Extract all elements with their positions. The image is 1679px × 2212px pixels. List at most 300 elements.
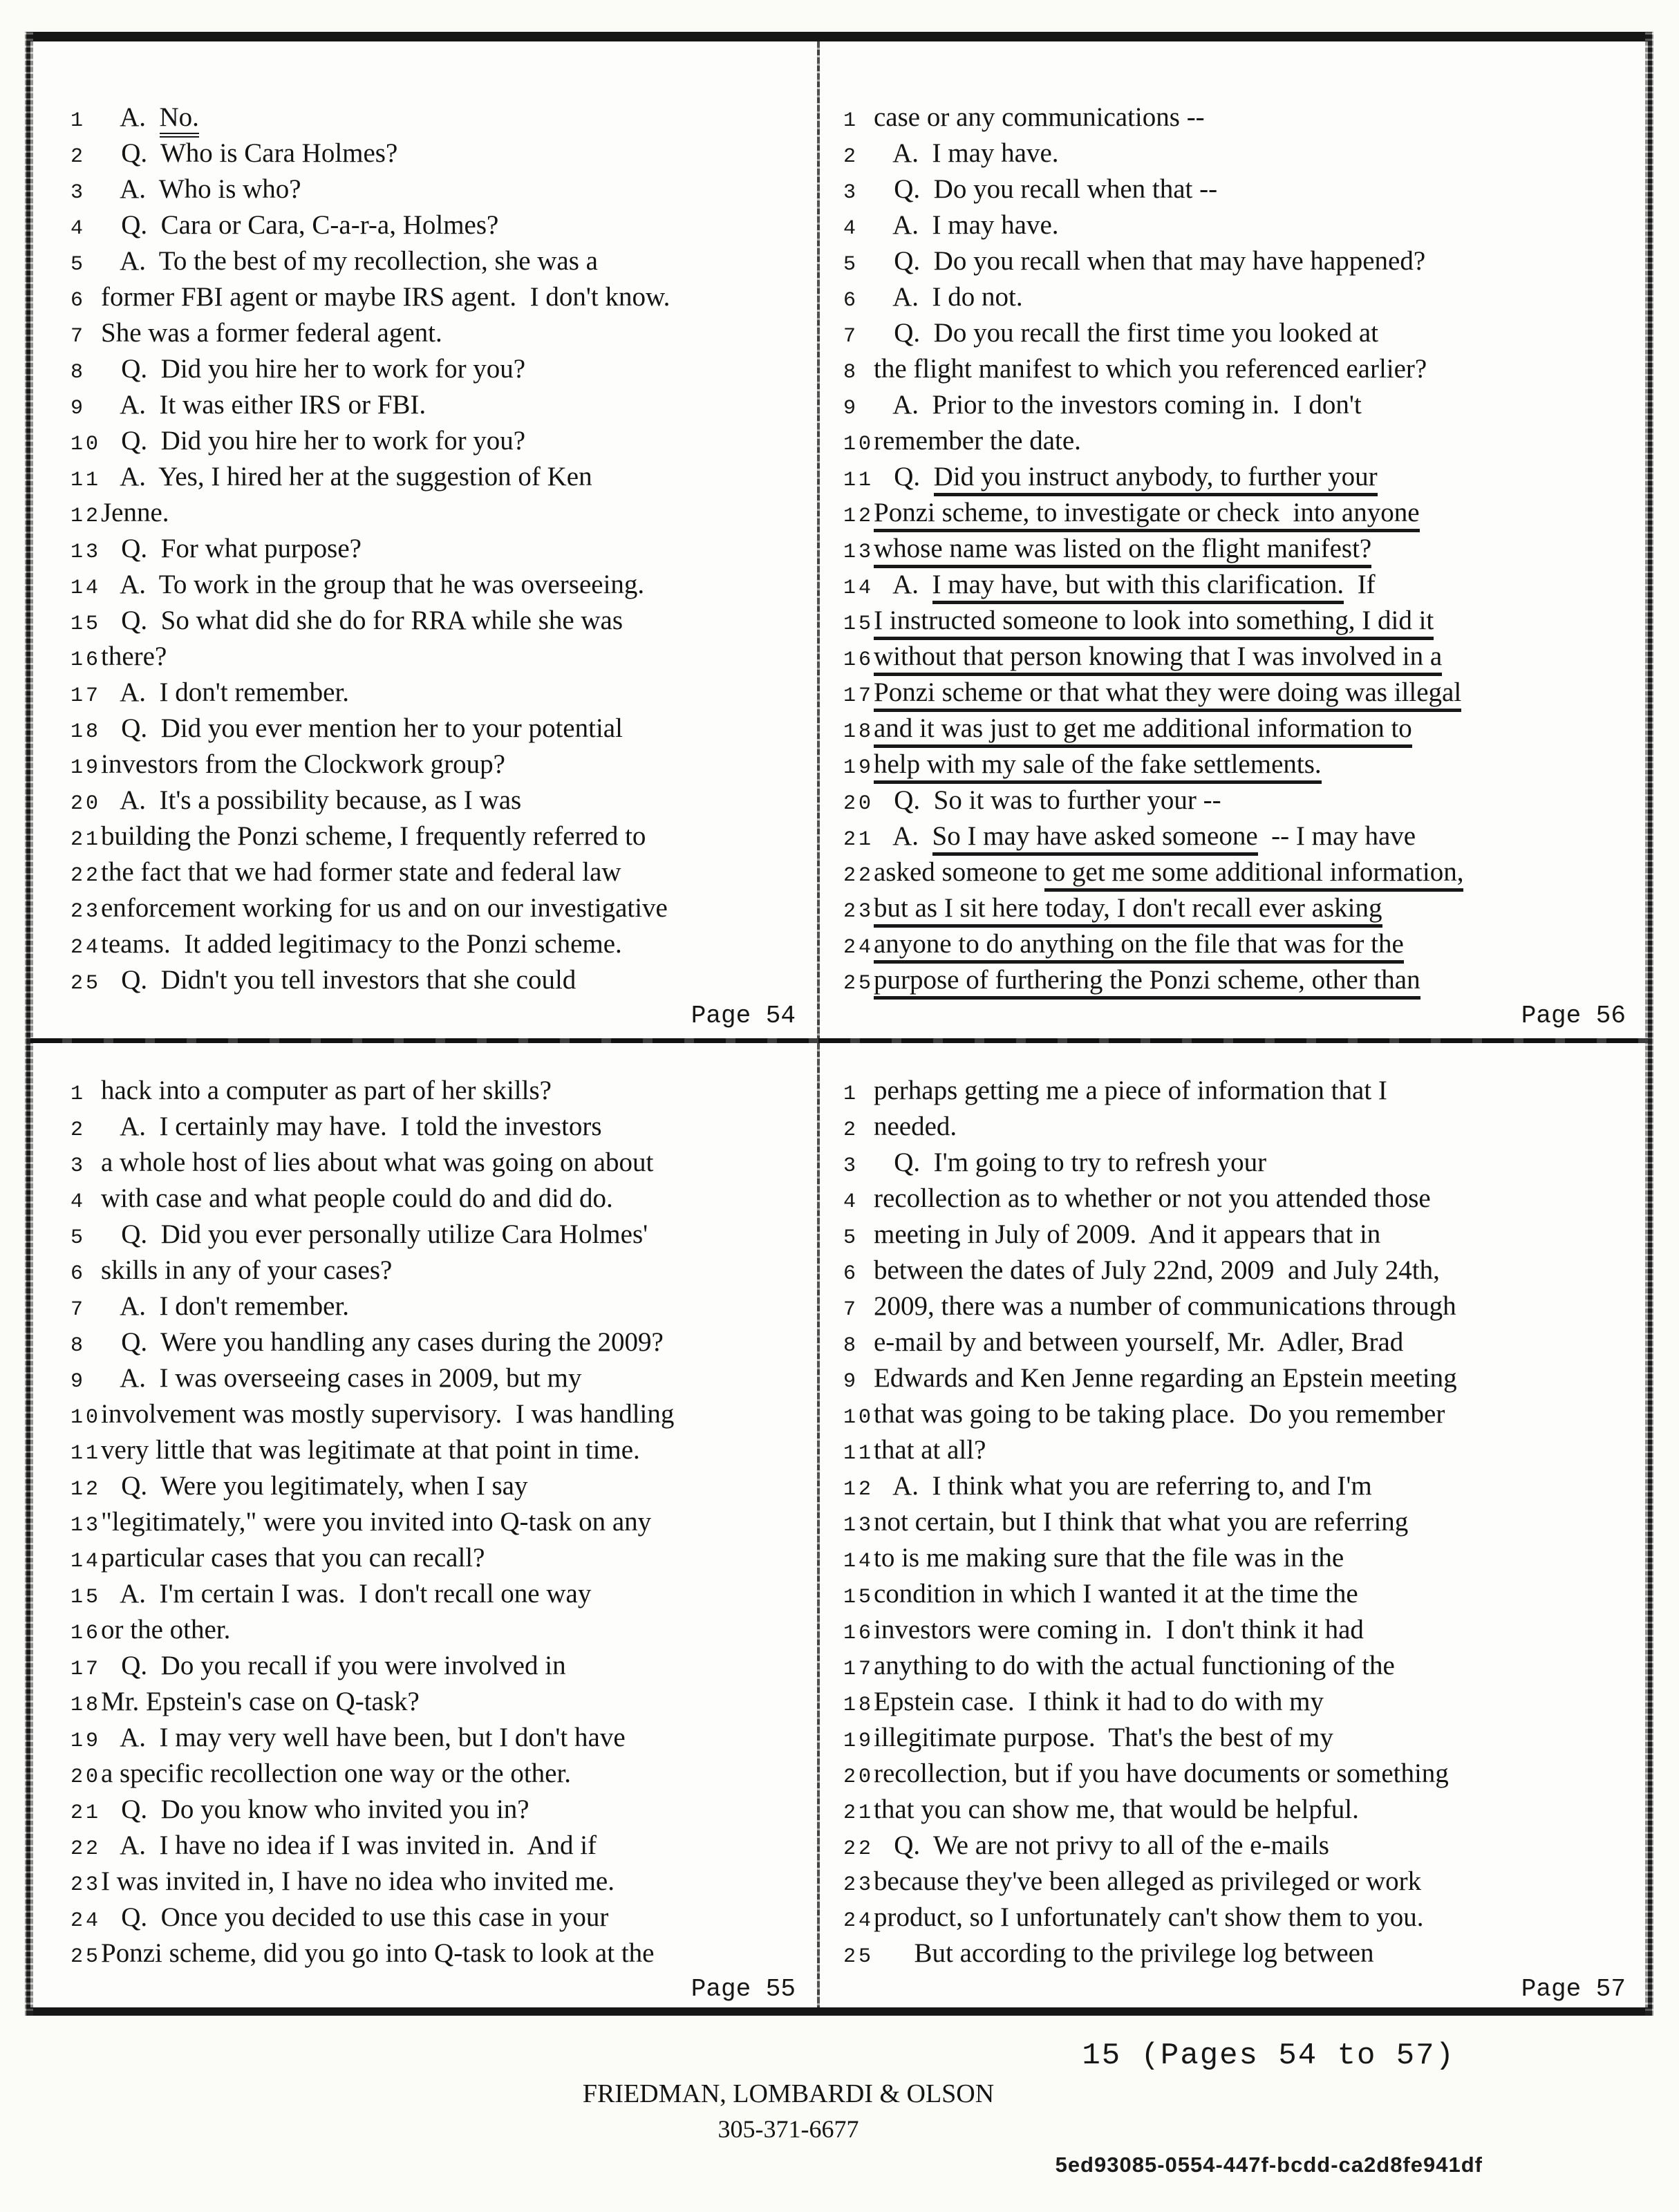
line-text [874, 1828, 1329, 1864]
document-id: 5ed93085-0554-447f-bcdd-ca2d8fe941df [1055, 2153, 1483, 2177]
transcript-line [843, 603, 1644, 639]
transcript-line [71, 1936, 814, 1971]
text-segment: remember the date. [874, 426, 1081, 456]
underlined-text: Ponzi scheme, to investigate or check into anyone [874, 498, 1420, 532]
underlined-text: but as I sit here today, I don't recall ever asking [874, 893, 1382, 928]
line-number: 1 [843, 1082, 859, 1106]
line-text [101, 1720, 626, 1756]
line-text [874, 423, 1081, 459]
line-text [101, 135, 397, 171]
transcript-line [843, 1900, 1644, 1936]
line-number: 7 [843, 1298, 859, 1322]
line-number: 25 [843, 1945, 874, 1969]
line-number: 19 [843, 756, 874, 780]
text-segment: with case and what people could do and did do. [101, 1183, 613, 1213]
transcript-line [843, 639, 1644, 675]
text-segment: A. I certainly may have. I told the investors [101, 1112, 602, 1141]
transcript-line [843, 926, 1644, 962]
text-segment: a whole host of lies about what was going on about [101, 1147, 654, 1177]
line-text [874, 315, 1378, 351]
text-segment: A. It was either IRS or FBI. [101, 390, 426, 420]
line-text [874, 567, 1376, 603]
line-text [101, 1576, 591, 1612]
text-segment: the fact that we had former state and federal law [101, 857, 621, 887]
text-segment: Ponzi scheme, did you go into Q-task to look at the [101, 1938, 655, 1968]
line-text [874, 1540, 1344, 1576]
line-text [101, 243, 598, 279]
line-text [101, 1145, 653, 1181]
text-segment: skills in any of your cases? [101, 1255, 393, 1285]
line-text [101, 1432, 640, 1468]
text-segment: particular cases that you can recall? [101, 1543, 485, 1573]
transcript-line [843, 423, 1644, 459]
line-text [101, 1109, 602, 1145]
line-number: 17 [71, 1658, 102, 1681]
line-text [874, 1504, 1408, 1540]
underlined-text: whose name was listed on the flight manifest? [874, 534, 1371, 568]
transcript-line [71, 818, 814, 854]
transcript-line [843, 1109, 1644, 1145]
line-text [101, 351, 525, 387]
line-number: 8 [843, 361, 859, 384]
transcript-line [71, 747, 814, 782]
line-number: 18 [71, 720, 102, 744]
transcript-line [71, 567, 814, 603]
transcript-line [843, 171, 1644, 207]
line-text [101, 1324, 664, 1360]
line-number: 6 [71, 1262, 86, 1286]
line-number: 12 [843, 505, 874, 528]
transcript-line [843, 1432, 1644, 1468]
transcript-line [71, 243, 814, 279]
line-text [874, 926, 1404, 962]
underlined-text: So I may have asked someone [932, 821, 1258, 856]
transcript-line [843, 1540, 1644, 1576]
text-segment: A. Yes, I hired her at the suggestion of Ken [101, 462, 592, 491]
line-text [101, 1073, 552, 1109]
line-text [101, 1828, 597, 1864]
transcript-line [71, 207, 814, 243]
line-text [101, 747, 505, 782]
line-text [874, 495, 1420, 531]
text-segment: recollection, but if you have documents or something [874, 1759, 1449, 1788]
transcript-line [71, 639, 814, 675]
line-number: 24 [71, 936, 102, 959]
line-text [874, 531, 1371, 567]
transcript-line [71, 1792, 814, 1828]
firm-phone: 305-371-6677 [717, 2115, 859, 2143]
line-text [101, 1396, 674, 1432]
underlined-text: purpose of furthering the Ponzi scheme, other than [874, 965, 1420, 1000]
transcript-line [843, 1612, 1644, 1648]
line-text [874, 711, 1412, 747]
line-text [101, 926, 622, 962]
line-text [874, 1684, 1324, 1720]
line-number: 4 [843, 1190, 859, 1214]
line-text [101, 962, 576, 998]
text-segment: A. I may have. [874, 210, 1059, 240]
text-segment: Q. Once you decided to use this case in your [101, 1902, 609, 1932]
text-segment: Q. Did you hire her to work for you? [101, 426, 526, 456]
transcript-line [843, 135, 1644, 171]
underlined-text: I may have, but with this clarification. [932, 570, 1344, 604]
text-segment: -- I may have [1257, 821, 1416, 851]
line-number: 15 [843, 612, 874, 636]
line-number: 24 [843, 1909, 874, 1933]
line-text [101, 279, 670, 315]
transcript-line [843, 1181, 1644, 1217]
line-text [101, 854, 621, 890]
text-segment: condition in which I wanted it at the time the [874, 1579, 1358, 1609]
line-text [874, 818, 1416, 854]
text-segment: A. I don't remember. [101, 1291, 350, 1321]
line-list [71, 1073, 814, 1971]
line-number: 3 [71, 1154, 86, 1178]
text-segment: Q. We are not privy to all of the e-mails [874, 1830, 1329, 1860]
transcript-line [843, 854, 1644, 890]
text-segment: Q. Did you ever personally utilize Cara Holmes' [101, 1219, 648, 1249]
transcript-line [843, 1720, 1644, 1756]
text-segment: Q. I'm going to try to refresh your [874, 1147, 1267, 1177]
text-segment: A. I may have. [874, 138, 1059, 168]
page-number-label: Page 55 [691, 1975, 796, 2003]
line-text [874, 962, 1420, 998]
line-number: 23 [71, 1873, 102, 1897]
line-number: 14 [71, 1550, 102, 1573]
line-number: 21 [843, 828, 874, 852]
line-number: 22 [843, 1837, 874, 1861]
transcript-line [71, 171, 814, 207]
line-number: 16 [71, 1622, 102, 1645]
underlined-text: and it was just to get me additional information to [874, 713, 1412, 748]
line-number: 23 [843, 900, 874, 924]
text-segment: anything to do with the actual functioning of the [874, 1651, 1395, 1680]
line-number: 5 [71, 253, 86, 276]
line-text [101, 100, 199, 135]
line-text [874, 135, 1059, 171]
court-reporter-firm: FRIEDMAN, LOMBARDI & OLSON [582, 2079, 995, 2108]
transcript-line [843, 818, 1644, 854]
text-segment: that was going to be taking place. Do you remember [874, 1399, 1445, 1429]
line-text [874, 387, 1362, 423]
transcript-line [843, 1288, 1644, 1324]
line-text [101, 1612, 230, 1648]
line-text [874, 782, 1221, 818]
line-number: 4 [71, 1190, 86, 1214]
transcript-line [843, 279, 1644, 315]
line-text [101, 1181, 613, 1217]
line-text [101, 1900, 608, 1936]
text-segment: Q. Do you recall when that -- [874, 174, 1218, 204]
line-number: 11 [843, 469, 874, 492]
line-text [874, 1612, 1364, 1648]
transcript-line [71, 387, 814, 423]
line-text [874, 1720, 1333, 1756]
transcript-line [71, 1756, 814, 1792]
text-segment: or the other. [101, 1615, 231, 1644]
line-text [874, 1181, 1431, 1217]
line-number: 16 [71, 648, 102, 672]
text-segment: Q. So what did she do for RRA while she was [101, 606, 623, 635]
line-number: 9 [71, 397, 86, 420]
text-segment: Q. Do you recall when that may have happened? [874, 246, 1426, 276]
text-segment: former FBI agent or maybe IRS agent. I don't know. [101, 282, 670, 312]
line-text [874, 171, 1217, 207]
line-text [874, 1253, 1440, 1288]
line-text [101, 423, 525, 459]
transcript-line [843, 890, 1644, 926]
line-text [101, 782, 521, 818]
line-number: 7 [843, 325, 859, 348]
page-number-label: Page 54 [691, 1002, 796, 1030]
transcript-line [71, 854, 814, 890]
line-text [874, 459, 1378, 495]
transcript-line [71, 279, 814, 315]
line-text [101, 387, 426, 423]
line-text [101, 1756, 571, 1792]
line-number: 19 [843, 1730, 874, 1753]
line-number: 17 [843, 1658, 874, 1681]
text-segment: 2009, there was a number of communications through [874, 1291, 1456, 1321]
line-text [874, 639, 1442, 675]
line-number: 6 [843, 289, 859, 312]
line-number: 25 [843, 972, 874, 995]
line-number: 11 [71, 1442, 102, 1465]
transcript-line [843, 1073, 1644, 1109]
transcript-line [71, 1468, 814, 1504]
line-text [874, 1468, 1372, 1504]
line-number: 14 [843, 1550, 874, 1573]
line-number: 2 [71, 1118, 86, 1142]
transcript-line [843, 315, 1644, 351]
line-number: 9 [843, 1370, 859, 1394]
line-text [101, 1540, 485, 1576]
line-number: 13 [71, 1514, 102, 1537]
line-text [874, 1864, 1421, 1900]
text-segment: A. I think what you are referring to, and I'm [874, 1471, 1372, 1501]
text-segment: Q. Did you ever mention her to your potential [101, 713, 623, 743]
transcript-line [71, 1253, 814, 1288]
line-number: 22 [843, 864, 874, 888]
text-segment: needed. [874, 1112, 957, 1141]
text-segment: "legitimately," were you invited into Q-task on any [101, 1507, 652, 1537]
line-number: 4 [71, 217, 86, 241]
line-text [101, 315, 442, 351]
transcript-line [71, 1864, 814, 1900]
transcript-line [71, 1540, 814, 1576]
line-text [874, 1648, 1395, 1684]
line-number: 19 [71, 756, 102, 780]
text-segment: A. To the best of my recollection, she was a [101, 246, 598, 276]
transcript-line [71, 1900, 814, 1936]
transcript-line [71, 1432, 814, 1468]
text-segment: between the dates of July 22nd, 2009 and July 24th, [874, 1255, 1440, 1285]
line-text [101, 639, 167, 675]
text-segment: perhaps getting me a piece of information that I [874, 1076, 1387, 1105]
line-number: 1 [843, 109, 859, 133]
line-text [101, 1684, 420, 1720]
transcript-line [843, 567, 1644, 603]
line-number: 23 [71, 900, 102, 924]
text-segment: recollection as to whether or not you attended those [874, 1183, 1431, 1213]
line-number: 25 [71, 972, 102, 995]
text-segment: Q. Do you recall the first time you looked at [874, 318, 1378, 348]
line-number: 3 [71, 181, 86, 205]
line-number: 16 [843, 1622, 874, 1645]
transcript-line [71, 1145, 814, 1181]
transcript-quadrant-page-55 [71, 1073, 814, 2005]
line-text [874, 603, 1434, 639]
underlined-text: Did you instruct anybody, to further your [934, 462, 1378, 496]
text-segment: A. I do not. [874, 282, 1023, 312]
text-segment: that you can show me, that would be helpful. [874, 1794, 1359, 1824]
line-text [874, 890, 1382, 926]
text-segment: I was invited in, I have no idea who invited me. [101, 1866, 615, 1896]
line-text [874, 1145, 1266, 1181]
transcript-line [71, 1684, 814, 1720]
text-segment: product, so I unfortunately can't show them to you. [874, 1902, 1424, 1932]
line-number: 9 [71, 1370, 86, 1394]
line-text [874, 207, 1059, 243]
text-segment: Mr. Epstein's case on Q-task? [101, 1687, 420, 1716]
line-number: 5 [71, 1226, 86, 1250]
transcript-line [843, 747, 1644, 782]
line-text [874, 1432, 986, 1468]
line-text [101, 171, 301, 207]
transcript-line [71, 1504, 814, 1540]
underlined-text: anyone to do anything on the file that was for the [874, 929, 1404, 964]
transcript-line [71, 1612, 814, 1648]
line-text [101, 1468, 527, 1504]
text-segment: hack into a computer as part of her skills? [101, 1076, 552, 1105]
transcript-quadrant-page-54 [71, 100, 814, 1031]
transcript-line [843, 1396, 1644, 1432]
line-text [101, 1504, 651, 1540]
line-number: 2 [71, 145, 86, 169]
transcript-line [71, 1073, 814, 1109]
text-segment: A. To work in the group that he was overseeing. [101, 570, 645, 599]
text-segment: Epstein case. I think it had to do with my [874, 1687, 1324, 1716]
line-number: 12 [843, 1478, 874, 1501]
line-number: 21 [71, 1801, 102, 1825]
text-segment: Q. Do you know who invited you in? [101, 1794, 529, 1824]
text-segment: A. [874, 570, 932, 599]
underlined-text: Ponzi scheme or that what they were doing was illegal [874, 677, 1461, 712]
line-number: 25 [71, 1945, 102, 1969]
transcript-line [71, 782, 814, 818]
text-segment: A. I was overseeing cases in 2009, but my [101, 1363, 582, 1393]
column-divider [817, 41, 820, 2007]
line-number: 10 [71, 433, 102, 456]
line-number: 2 [843, 1118, 859, 1142]
line-number: 13 [843, 1514, 874, 1537]
text-segment: Q. [874, 462, 934, 491]
transcript-line [71, 926, 814, 962]
line-text [874, 1073, 1387, 1109]
text-segment: Jenne. [101, 498, 169, 527]
line-text [101, 1360, 581, 1396]
line-number: 12 [71, 505, 102, 528]
underlined-text: I instructed someone to look into something, I did it [874, 606, 1434, 640]
line-text [101, 1936, 654, 1971]
line-text [874, 675, 1461, 711]
line-list [843, 100, 1644, 998]
line-number: 10 [843, 433, 874, 456]
line-number: 22 [71, 1837, 102, 1861]
line-text [101, 495, 169, 531]
line-text [874, 1396, 1445, 1432]
text-segment: Q. Who is Cara Holmes? [101, 138, 398, 168]
text-segment: because they've been alleged as privileged or work [874, 1866, 1422, 1896]
line-number: 24 [71, 1909, 102, 1933]
line-number: 7 [71, 325, 86, 348]
text-segment: Q. Didn't you tell investors that she could [101, 965, 576, 995]
transcript-line [71, 1109, 814, 1145]
line-text [874, 1324, 1403, 1360]
line-number: 20 [843, 1765, 874, 1789]
text-segment: Edwards and Ken Jenne regarding an Epstein meeting [874, 1363, 1457, 1393]
text-segment: A. [101, 102, 160, 132]
transcript-line [843, 243, 1644, 279]
line-number: 10 [71, 1406, 102, 1430]
line-text [874, 279, 1023, 315]
line-text [874, 747, 1322, 782]
text-segment: If [1344, 570, 1376, 599]
text-segment: investors were coming in. I don't think it had [874, 1615, 1364, 1644]
transcript-line [843, 100, 1644, 135]
line-text [874, 1109, 957, 1145]
text-segment: teams. It added legitimacy to the Ponzi scheme. [101, 929, 622, 959]
line-number: 20 [71, 792, 102, 816]
text-segment: case or any communications -- [874, 102, 1205, 132]
line-number: 18 [843, 1694, 874, 1717]
transcript-line [843, 1828, 1644, 1864]
line-number: 14 [843, 577, 874, 600]
sheet-page-summary: 15 (Pages 54 to 57) [1082, 2038, 1455, 2073]
transcript-line [71, 351, 814, 387]
transcript-line [71, 459, 814, 495]
line-text [101, 1253, 392, 1288]
line-number: 15 [71, 1586, 102, 1609]
transcript-line [843, 387, 1644, 423]
line-text [101, 207, 498, 243]
transcript-line [71, 1576, 814, 1612]
line-number: 8 [71, 361, 86, 384]
line-list [71, 100, 814, 998]
line-text [874, 1217, 1380, 1253]
page-number-label: Page 56 [1521, 1002, 1626, 1030]
text-segment: asked someone [874, 857, 1044, 887]
row-divider [30, 1038, 1648, 1043]
line-number: 10 [843, 1406, 874, 1430]
transcript-line [71, 962, 814, 998]
transcript-line [843, 1576, 1644, 1612]
line-text [874, 243, 1425, 279]
transcript-line [71, 1324, 814, 1360]
line-text [874, 854, 1463, 890]
transcript-line [71, 1360, 814, 1396]
transcript-line [71, 531, 814, 567]
line-text [874, 1756, 1449, 1792]
line-number: 1 [71, 109, 86, 133]
text-segment: A. I may very well have been, but I don't have [101, 1723, 626, 1752]
line-number: 2 [843, 145, 859, 169]
text-segment: A. I'm certain I was. I don't recall one way [101, 1579, 592, 1609]
transcript-line [71, 1720, 814, 1756]
transcript-line [843, 1217, 1644, 1253]
transcript-sheet-border [26, 32, 1652, 2016]
transcript-line [843, 1936, 1644, 1971]
